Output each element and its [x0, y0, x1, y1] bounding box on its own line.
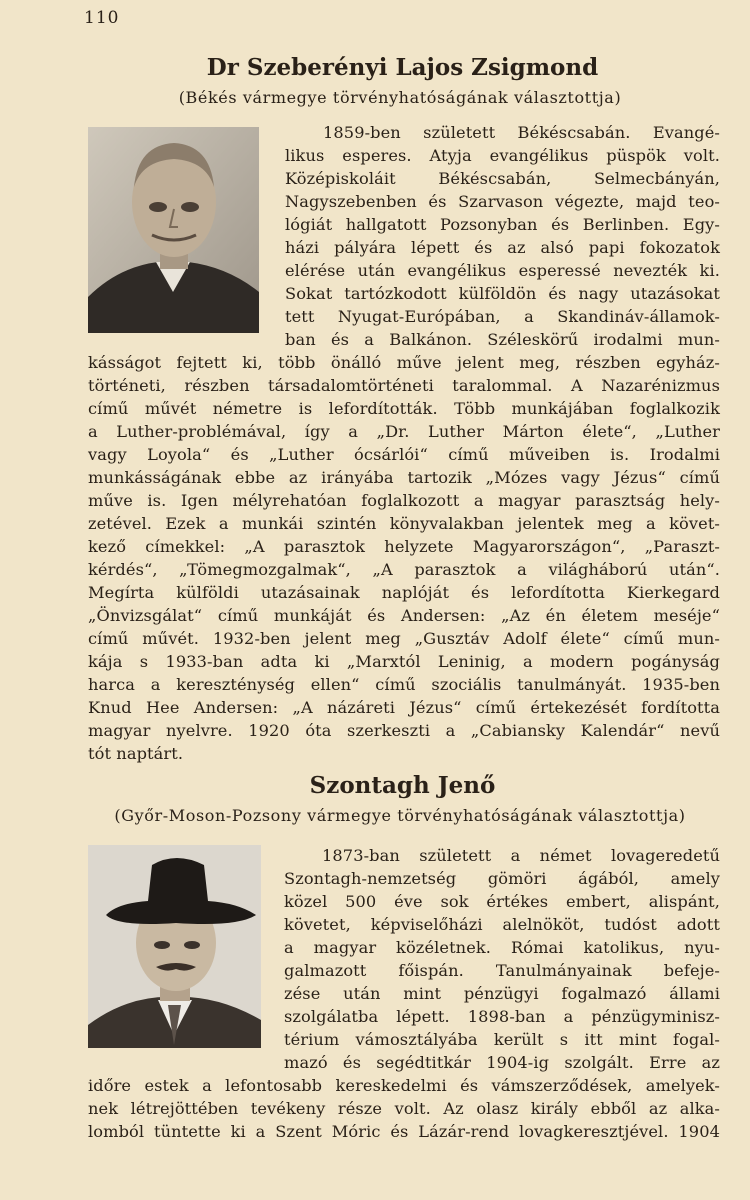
text-line: követet, képviselőházi alelnököt, tudóst adott	[284, 915, 720, 934]
text-line: műve is. Igen mélyrehatóan foglalkozott a magyar parasztság hely-	[88, 491, 720, 510]
text-line: Megírta külföldi utazásainak naplóját és lefordította Kierkegard	[88, 583, 720, 602]
text-line: Nagyszebenben és Szarvason végezte, majd teo-	[285, 192, 720, 211]
text-line: című művét németre is lefordították. Több munkájában foglalkozik	[88, 399, 720, 418]
text-line: likus esperes. Atyja evangélikus püspök volt.	[285, 146, 720, 165]
entry-subtitle: (Békés vármegye törvényhatóságának választottja)	[178, 88, 622, 107]
text-line: zése után mint pénzügyi fogalmazó állami	[284, 984, 720, 1003]
text-line: Knud Hee Andersen: „A názáreti Jézus“ című értekezését fordította	[88, 698, 720, 717]
text-line: kező címekkel: „A parasztok helyzete Magyarországon“, „Paraszt-	[88, 537, 720, 556]
text-line: kája s 1933-ban adta ki „Marxtól Leninig, a modern pogányság	[88, 652, 720, 671]
text-line: elérése után evangélikus esperessé nevezték ki.	[285, 261, 720, 280]
entry-subtitle: (Győr-Moson-Pozsony vármegye törvényhatóságának választottja)	[114, 806, 686, 825]
text-line: Sokat tartózkodott külföldön és nagy utazásokat	[285, 284, 720, 303]
text-line: szolgálatba lépett. 1898-ban a pénzügyminisz-	[284, 1007, 720, 1026]
text-line: térium vámosztályába került s itt mint fogal-	[284, 1030, 720, 1049]
portrait-man-in-hat-icon	[88, 845, 261, 1048]
text-line: kásságot fejtett ki, több önálló műve jelent meg, részben egyház-	[88, 353, 720, 372]
text-line: ban és a Balkánon. Széleskörű irodalmi mun-	[285, 330, 720, 349]
text-line: időre estek a lefontosabb kereskedelmi és vámszerződések, amelyek-	[88, 1076, 720, 1095]
text-line: lomból tüntette ki a Szent Móric és Lázár-rend lovagkeresztjével. 1904	[88, 1122, 720, 1141]
text-line: a Luther-problémával, így a „Dr. Luther Márton élete“, „Luther	[88, 422, 720, 441]
text-line: galmazott főispán. Tanulmányainak befeje-	[284, 961, 720, 980]
text-line: a magyar közéletnek. Római katolikus, nyu-	[284, 938, 720, 957]
text-line: tót naptárt.	[88, 744, 184, 763]
entry-title: Szontagh Jenő	[309, 772, 496, 799]
portrait-bald-man-icon	[88, 127, 259, 333]
text-line: mazó és segédtitkár 1904-ig szolgált. Erre az	[284, 1053, 720, 1072]
text-line: magyar nyelvre. 1920 óta szerkeszti a „Cabiansky Kalendár“ nevű	[88, 721, 720, 740]
text-line: vagy Loyola“ és „Luther ócsárlói“ című műveiben is. Irodalmi	[88, 445, 720, 464]
text-line: 1859-ben született Békéscsabán. Evangé-	[323, 123, 720, 142]
text-line: „Önvizsgálat“ című munkáját és Andersen: „Az én életem meséje“	[88, 606, 720, 625]
page-number: 110	[84, 8, 120, 28]
text-line: házi pályára lépett és az alsó papi fokozatok	[285, 238, 720, 257]
text-line: című művét. 1932-ben jelent meg „Gusztáv Adolf élete“ című mun-	[88, 629, 720, 648]
text-line: zetével. Ezek a munkái szintén könyvalakban jelentek meg a követ-	[88, 514, 720, 533]
text-line: harca a kereszténység ellen“ című szociális tanulmányát. 1935-ben	[88, 675, 720, 694]
text-line: történeti, részben társadalomtörténeti taralommal. A Nazarénizmus	[88, 376, 720, 395]
text-line: közel 500 éve sok értékes embert, alispánt,	[284, 892, 720, 911]
text-line: Középiskoláit Békéscsabán, Selmecbányán,	[285, 169, 720, 188]
entry-title: Dr Szeberényi Lajos Zsigmond	[206, 54, 599, 81]
text-line: nek létrejöttében tevékeny része volt. Az olasz király ebből az alka-	[88, 1099, 720, 1118]
text-line: kérdés“, „Tömegmozgalmak“, „A parasztok a világháború után“.	[88, 560, 720, 579]
text-line: tett Nyugat-Európában, a Skandináv-államok-	[285, 307, 720, 326]
text-line: lógiát hallgatott Pozsonyban és Berlinben. Egy-	[285, 215, 720, 234]
text-line: 1873-ban született a német lovageredetű	[322, 846, 720, 865]
text-line: munkásságának ebbe az irányába tartozik „Mózes vagy Jézus“ című	[88, 468, 720, 487]
text-line: Szontagh-nemzetség gömöri ágából, amely	[284, 869, 720, 888]
